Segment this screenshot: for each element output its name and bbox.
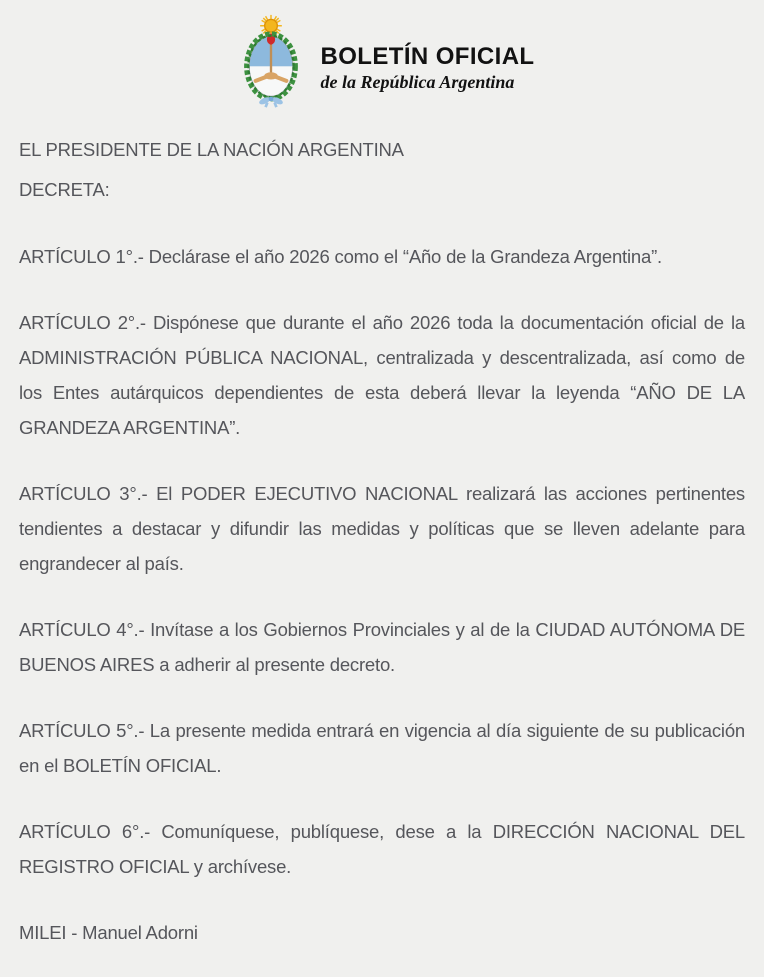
article-6: ARTÍCULO 6°.- Comuníquese, publíquese, dese a la DIRECCIÓN NACIONAL DEL REGISTRO OFICIAL y archívese. xyxy=(19,821,745,877)
masthead-title: BOLETÍN OFICIAL xyxy=(320,43,535,70)
article-1: ARTÍCULO 1°.- Declárase el año 2026 como el “Año de la Grandeza Argentina”. xyxy=(19,246,662,267)
signature-line: MILEI - Manuel Adorni xyxy=(19,922,198,943)
article-4: ARTÍCULO 4°.- Invítase a los Gobiernos Provinciales y al de la CIUDAD AUTÓNOMA DE BUENOS AIRES a adherir al presente decreto. xyxy=(19,619,745,675)
article-5: ARTÍCULO 5°.- La presente medida entrará en vigencia al día siguiente de su publicación en el BOLETÍN OFICIAL. xyxy=(19,720,745,776)
article-2: ARTÍCULO 2°.- Dispónese que durante el año 2026 toda la documentación oficial de la ADMINISTRACIÓN PÚBLICA NACIONAL, centralizada y descentralizada, así como de los Entes autárquicos dependientes de esta deberá llevar la leyenda “AÑO DE LA GRANDEZA ARGENTINA”. xyxy=(19,312,745,438)
decreta-label: DECRETA: xyxy=(19,179,110,200)
article-3: ARTÍCULO 3°.- El PODER EJECUTIVO NACIONAL realizará las acciones pertinentes tendientes a destacar y difundir las medidas y políticas que se lleven adelante para engrandecer al país. xyxy=(19,483,745,574)
boletin-oficial-masthead xyxy=(0,0,764,109)
masthead-text-block xyxy=(321,29,535,93)
decree-body xyxy=(0,109,764,950)
decree-issuer-line: EL PRESIDENTE DE LA NACIÓN ARGENTINA xyxy=(19,139,404,160)
argentina-coat-of-arms-icon xyxy=(230,14,312,108)
masthead-subtitle: de la República Argentina xyxy=(320,72,515,92)
